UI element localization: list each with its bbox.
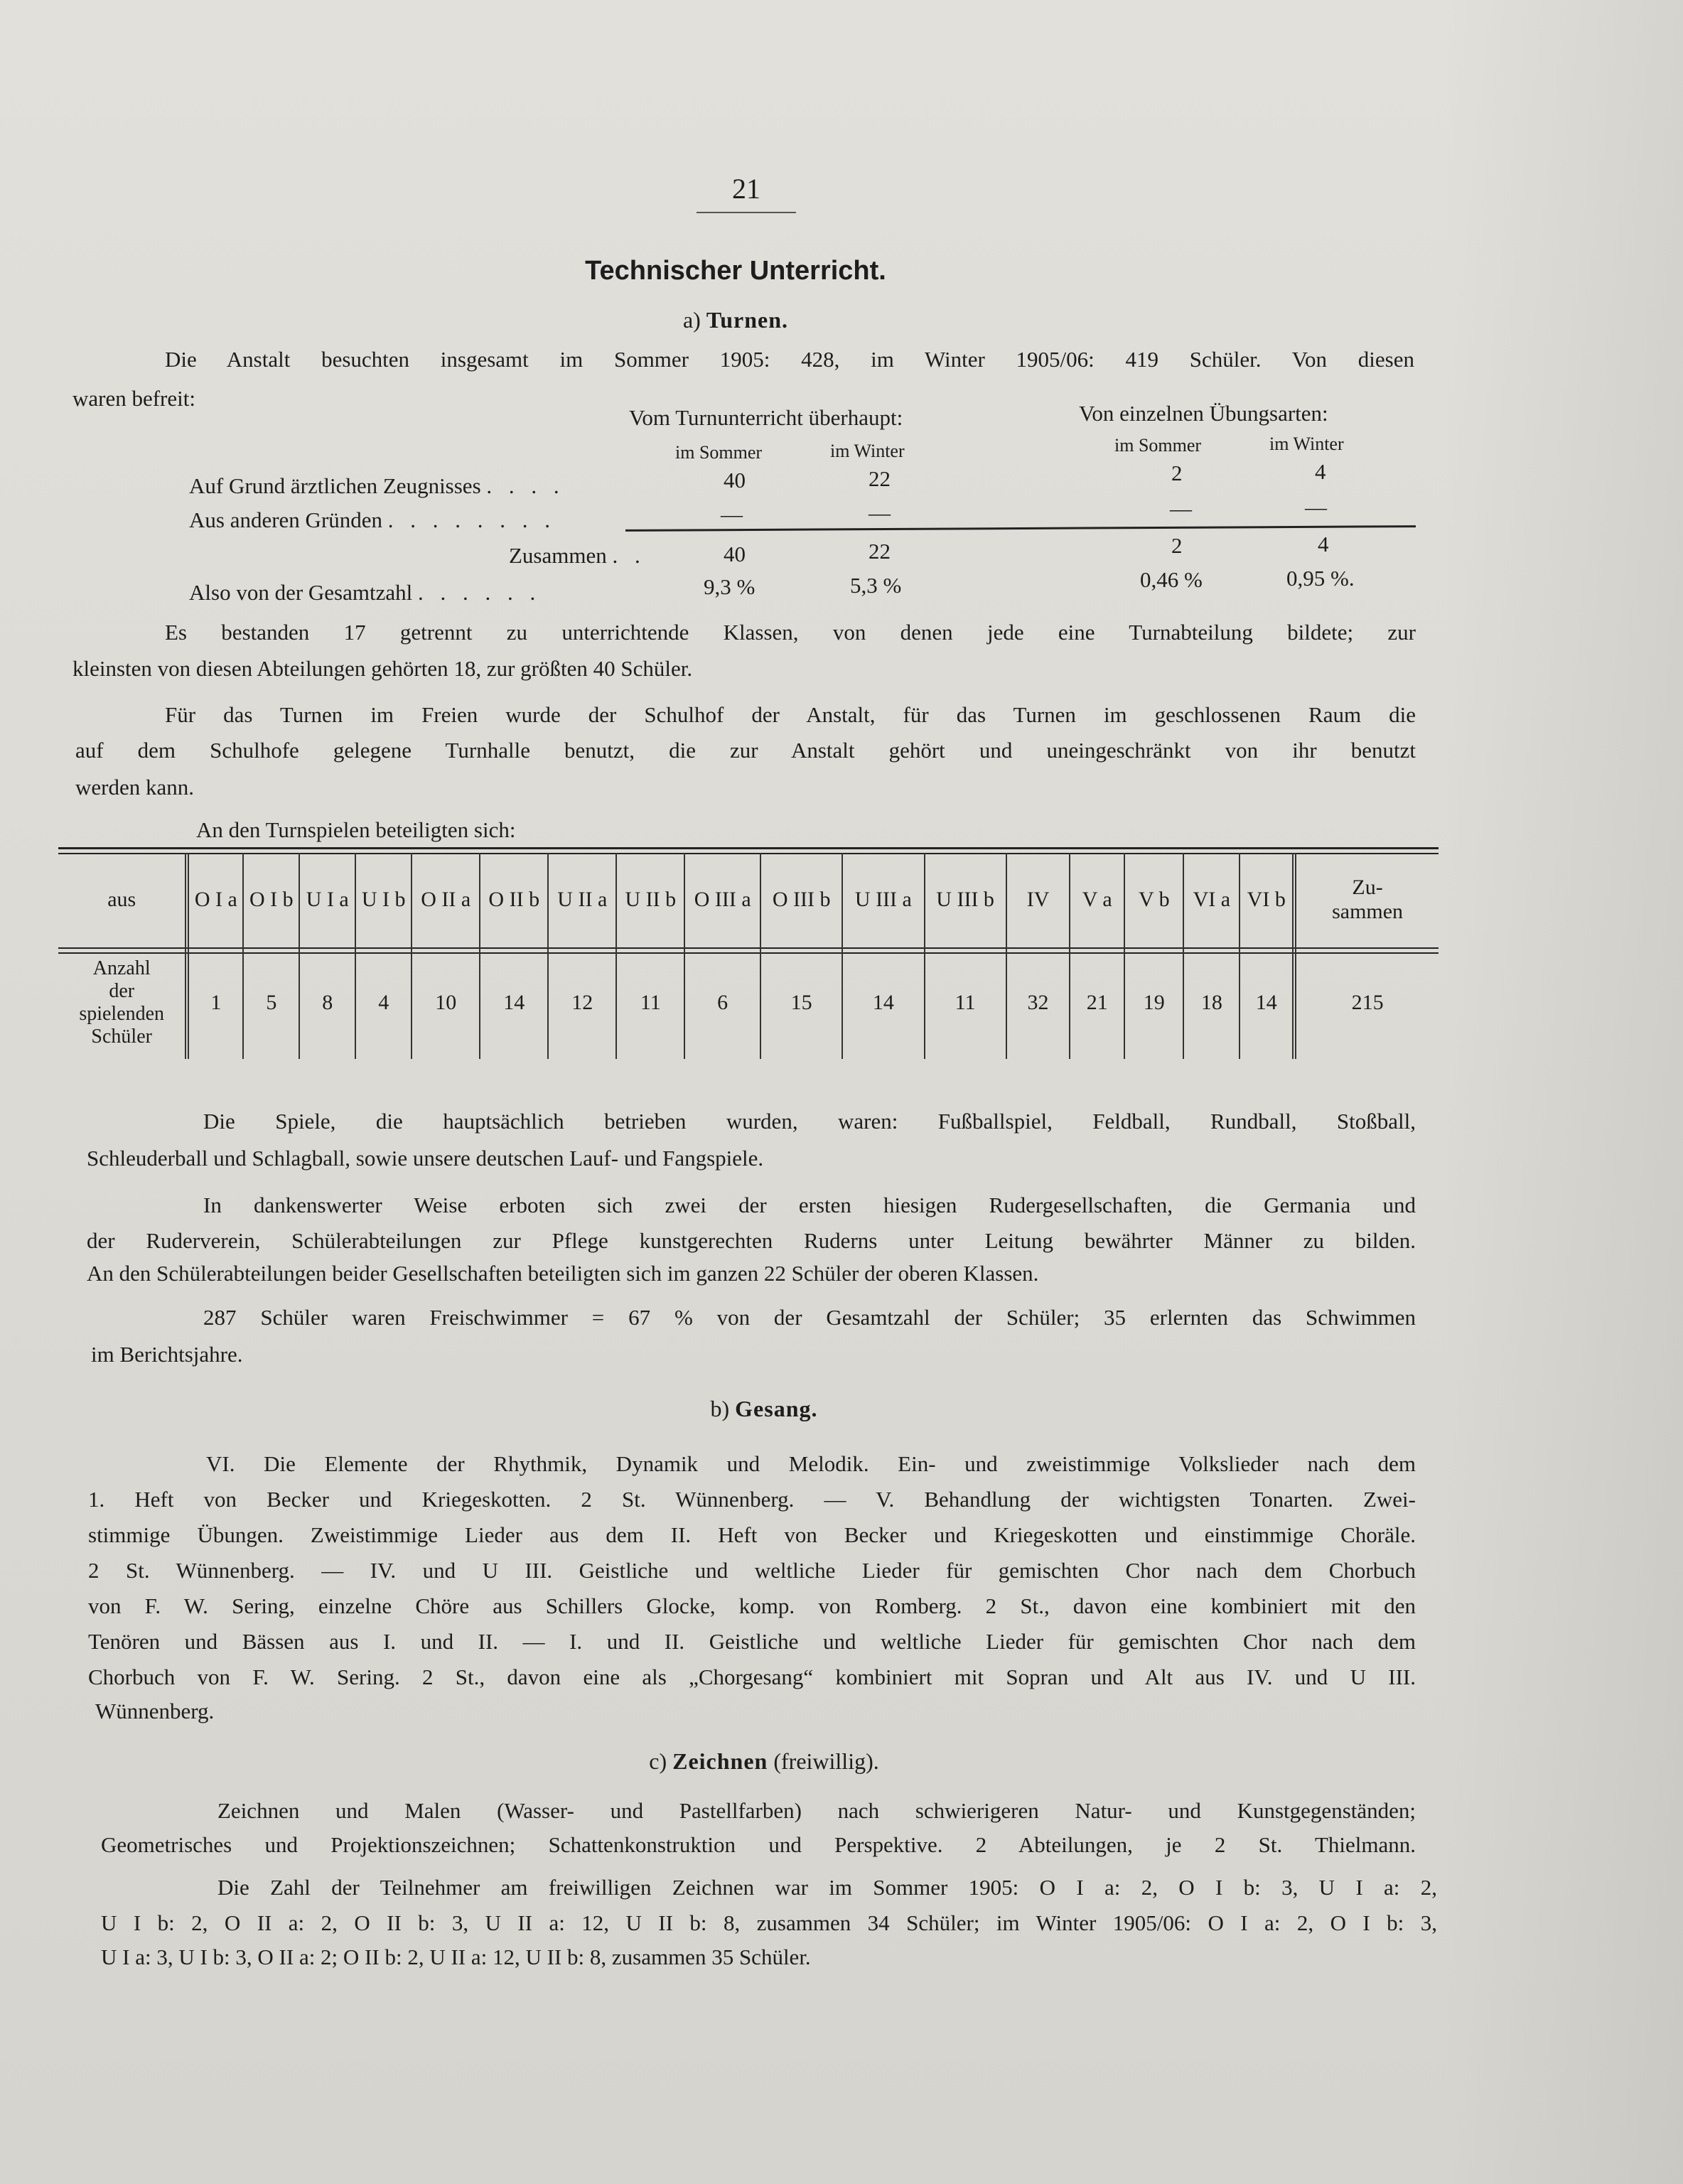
class-header-cell: VI a bbox=[1183, 853, 1240, 947]
total-header-cell bbox=[1294, 853, 1439, 947]
table-header-row bbox=[58, 853, 1439, 947]
exemption-group2-label: Von einzelnen Übungsarten: bbox=[1079, 401, 1328, 426]
row-label-text: Aus anderen Gründen bbox=[189, 507, 383, 532]
paragraph-line: auf dem Schulhofe gelegene Turnhalle benutzt, die zur Anstalt gehört und uneingeschränkt von ihr benutzt bbox=[75, 738, 1416, 763]
paragraph-line: Die Zahl der Teilnehmer am freiwilligen Zeichnen war im Sommer 1905: O I a: 2, O I b: 3, U I a: 2, bbox=[217, 1875, 1437, 1900]
paragraph-line: Die Spiele, die hauptsächlich betrieben wurden, waren: Fußballspiel, Feldball, Rundball, Stoßball, bbox=[203, 1109, 1416, 1134]
paragraph-line: An den Schülerabteilungen beider Gesellschaften beteiligten sich im ganzen 22 Schüler der oberen Klassen. bbox=[87, 1261, 1039, 1286]
exemption-total-label bbox=[509, 544, 646, 566]
games-participation-table bbox=[58, 853, 1439, 1059]
paragraph-line: im Berichtsjahre. bbox=[91, 1342, 243, 1367]
exemption-value: — bbox=[1170, 496, 1192, 521]
exemption-value: 22 bbox=[869, 466, 891, 491]
class-header-cell: O I a bbox=[187, 853, 243, 947]
count-cell: 4 bbox=[355, 947, 412, 1059]
paragraph-line: Es bestanden 17 getrennt zu unterrichtende Klassen, von denen jede eine Turnabteilung bildete; zur bbox=[165, 620, 1416, 645]
paragraph-line: U I a: 3, U I b: 3, O II a: 2; O II b: 2, U II a: 12, U II b: 8, zusammen 35 Schüler. bbox=[101, 1944, 811, 1969]
table-top-rule bbox=[58, 847, 1439, 849]
paragraph-line: 2 St. Wünnenberg. — IV. und U III. Geistliche und weltliche Lieder für gemischten Chor nach dem Chorbuch bbox=[88, 1558, 1416, 1583]
exemption-pct-value: 0,95 %. bbox=[1286, 566, 1355, 591]
section-title: Turnen. bbox=[706, 307, 789, 333]
paragraph-line: stimmige Übungen. Zweistimmige Lieder aus dem II. Heft von Becker und Kriegeskotten und einstimmige Choräle. bbox=[88, 1522, 1416, 1547]
paragraph-line: An den Turnspielen beteiligten sich: bbox=[196, 817, 516, 842]
leader-dots: . . . . . . . . bbox=[387, 507, 556, 532]
total-cell: 215 bbox=[1294, 947, 1439, 1059]
paragraph-line: der Ruderverein, Schülerabteilungen zur Pflege kunstgerechten Ruderns unter Leitung bewährter Männer zu bilden. bbox=[87, 1228, 1416, 1253]
class-header-cell: O II b bbox=[480, 853, 548, 947]
class-header-cell: IV bbox=[1006, 853, 1070, 947]
count-cell: 19 bbox=[1124, 947, 1183, 1059]
section-suffix: (freiwillig). bbox=[773, 1748, 879, 1774]
paragraph-line: Tenören und Bässen aus I. und II. — I. und II. Geistliche und weltliche Lieder für gemischten Chor nach dem bbox=[88, 1629, 1416, 1654]
paragraph-line: VI. Die Elemente der Rhythmik, Dynamik und Melodik. Ein- und zweistimmige Volkslieder nach dem bbox=[206, 1451, 1416, 1476]
exemption-row-label bbox=[189, 509, 556, 531]
sum-rule bbox=[625, 525, 1416, 532]
row-label-cell-line: Anzahl bbox=[92, 957, 151, 979]
exemption-row-label bbox=[189, 475, 565, 497]
section-heading-zeichnen bbox=[28, 1748, 1500, 1775]
paragraph-line: werden kann. bbox=[75, 775, 194, 800]
row-label-cell-line: der bbox=[109, 979, 135, 1002]
class-header-cell: O II a bbox=[412, 853, 480, 947]
exemption-value: — bbox=[869, 500, 891, 525]
section-heading-gesang bbox=[28, 1396, 1500, 1422]
leader-dots: . . . . bbox=[486, 473, 565, 498]
count-cell: 5 bbox=[243, 947, 299, 1059]
page-number: 21 bbox=[732, 173, 760, 205]
paragraph-line: waren befreit: bbox=[72, 386, 195, 411]
col-label-winter: im Winter bbox=[830, 441, 905, 461]
leader-dots: . . bbox=[612, 543, 646, 568]
class-header-cell: O III b bbox=[760, 853, 842, 947]
count-cell: 11 bbox=[925, 947, 1006, 1059]
exemption-group1-label: Vom Turnunterricht überhaupt: bbox=[629, 405, 903, 430]
paragraph-line: Geometrisches und Projektionszeichnen; Schattenkonstruktion und Perspektive. 2 Abteilungen, je 2 St. Thielmann. bbox=[101, 1832, 1416, 1857]
class-header-cell: O III a bbox=[684, 853, 760, 947]
paragraph-line: Schleuderball und Schlagball, sowie unsere deutschen Lauf- und Fangspiele. bbox=[87, 1146, 764, 1171]
section-title: Zeichnen bbox=[672, 1748, 768, 1774]
count-cell: 32 bbox=[1006, 947, 1070, 1059]
exemption-value: 2 bbox=[1171, 461, 1183, 485]
count-cell: 15 bbox=[760, 947, 842, 1059]
col-label-sommer: im Sommer bbox=[1114, 435, 1202, 456]
total-header-cell-line: sammen bbox=[1332, 900, 1404, 923]
leader-dots: . . . . . . bbox=[417, 580, 542, 605]
exemption-pct-value: 0,46 % bbox=[1140, 567, 1203, 592]
pct-label-text: Also von der Gesamtzahl bbox=[189, 580, 413, 605]
exemption-total-value: 40 bbox=[724, 542, 746, 566]
class-header-cell: U I b bbox=[355, 853, 412, 947]
class-header-cell: O I b bbox=[243, 853, 299, 947]
exemption-value: 40 bbox=[724, 468, 746, 493]
class-header-cell: U II b bbox=[616, 853, 684, 947]
paragraph-line: Chorbuch von F. W. Sering. 2 St., davon eine als „Chorgesang“ kombiniert mit Sopran und Alt aus IV. und U III. bbox=[88, 1664, 1416, 1689]
class-header-cell: U III b bbox=[925, 853, 1006, 947]
count-cell: 8 bbox=[299, 947, 355, 1059]
page-number-rule bbox=[697, 212, 796, 213]
count-cell: 14 bbox=[1240, 947, 1294, 1059]
paragraph-line: kleinsten von diesen Abteilungen gehörten 18, zur größten 40 Schüler. bbox=[72, 656, 693, 681]
class-header-cell: U I a bbox=[299, 853, 355, 947]
exemption-value: 4 bbox=[1315, 459, 1326, 484]
total-label-text: Zusammen bbox=[509, 543, 607, 568]
paragraph-line: von F. W. Sering, einzelne Chöre aus Schillers Glocke, komp. von Romberg. 2 St., davon eine kombiniert mit den bbox=[88, 1593, 1416, 1618]
page-edge-shadow bbox=[1441, 0, 1683, 2184]
exemption-pct-value: 5,3 % bbox=[850, 573, 902, 598]
exemption-value: — bbox=[721, 502, 743, 527]
class-header-cell: VI b bbox=[1240, 853, 1294, 947]
col-label-sommer: im Sommer bbox=[675, 442, 763, 463]
count-cell: 10 bbox=[412, 947, 480, 1059]
col-label-winter: im Winter bbox=[1269, 434, 1344, 454]
paragraph-line: Die Anstalt besuchten insgesamt im Sommer 1905: 428, im Winter 1905/06: 419 Schüler. Von diesen bbox=[165, 347, 1414, 372]
section-title: Gesang. bbox=[735, 1396, 818, 1421]
row-label-cell-line: spielenden bbox=[79, 1003, 165, 1025]
paragraph-line: 287 Schüler waren Freischwimmer = 67 % von der Gesamtzahl der Schüler; 35 erlernten das Schwimmen bbox=[203, 1305, 1416, 1330]
table-row bbox=[58, 947, 1439, 1059]
section-prefix: b) bbox=[710, 1396, 730, 1421]
paragraph-line: Zeichnen und Malen (Wasser- und Pastellfarben) nach schwierigeren Natur- und Kunstgegenständen; bbox=[217, 1798, 1416, 1823]
class-header-cell: U III a bbox=[842, 853, 924, 947]
paragraph-line: Für das Turnen im Freien wurde der Schulhof der Anstalt, für das Turnen im geschlossenen Raum die bbox=[165, 702, 1416, 727]
section-prefix: a) bbox=[682, 307, 701, 333]
count-cell: 14 bbox=[480, 947, 548, 1059]
count-cell: 11 bbox=[616, 947, 684, 1059]
section-prefix: c) bbox=[649, 1748, 667, 1774]
exemption-total-value: 4 bbox=[1318, 532, 1329, 556]
count-cell: 6 bbox=[684, 947, 760, 1059]
exemption-total-value: 22 bbox=[869, 539, 891, 564]
count-cell: 1 bbox=[187, 947, 243, 1059]
exemption-pct-value: 9,3 % bbox=[704, 574, 756, 599]
exemption-pct-label bbox=[189, 581, 541, 603]
row-label-cell-line: Schüler bbox=[91, 1026, 152, 1048]
total-header-cell-line: Zu- bbox=[1352, 876, 1383, 899]
class-header-cell: V a bbox=[1070, 853, 1124, 947]
paragraph-line: Wünnenberg. bbox=[95, 1699, 215, 1723]
section-heading-turnen bbox=[0, 307, 1471, 333]
row-label-text: Auf Grund ärztlichen Zeugnisses bbox=[189, 473, 481, 498]
class-header-cell: V b bbox=[1124, 853, 1183, 947]
paragraph-line: U I b: 2, O II a: 2, O II b: 3, U II a: 12, U II b: 8, zusammen 34 Schüler; im Winter 1905/06: O I a: 2, O I b: 3, bbox=[101, 1910, 1437, 1935]
count-cell: 21 bbox=[1070, 947, 1124, 1059]
count-cell: 12 bbox=[548, 947, 616, 1059]
class-header-cell: U II a bbox=[548, 853, 616, 947]
row-label-cell bbox=[58, 947, 187, 1059]
row-header-cell: aus bbox=[107, 888, 136, 911]
page-title: Technischer Unterricht. bbox=[585, 256, 886, 286]
paragraph-line: In dankenswerter Weise erboten sich zwei der ersten hiesigen Rudergesellschaften, die Germania und bbox=[203, 1193, 1416, 1217]
exemption-total-value: 2 bbox=[1171, 533, 1183, 558]
paragraph-line: 1. Heft von Becker und Kriegeskotten. 2 St. Wünnenberg. — V. Behandlung der wichtigsten Tonarten. Zwei- bbox=[88, 1487, 1416, 1512]
exemption-value: — bbox=[1305, 495, 1327, 520]
count-cell: 14 bbox=[842, 947, 924, 1059]
count-cell: 18 bbox=[1183, 947, 1240, 1059]
